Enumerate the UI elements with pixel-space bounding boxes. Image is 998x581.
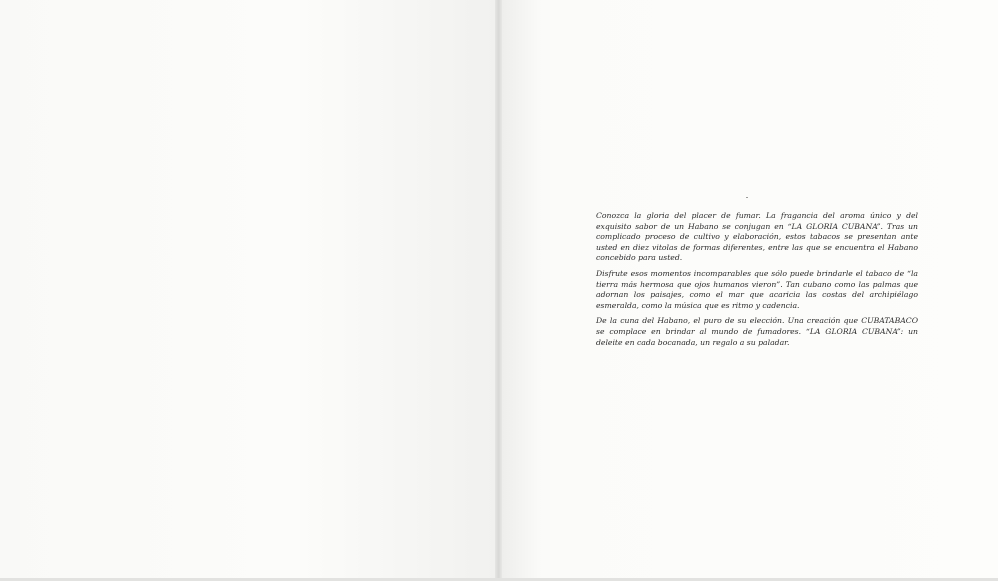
body-text (596, 211, 918, 353)
paragraph: De la cuna del Habano, el puro de su elección. Una creación que CUBATABACO se complace en brindar al mundo de fumadores. “LA GLORIA CUBANA”: un deleite en cada bocanada, un regalo a su paladar. (596, 316, 918, 347)
left-page (0, 0, 496, 581)
paragraph: Conozca la gloria del placer de fumar. La fragancia del aroma único y del exquisito sabor de un Habano se conjugan en “LA GLORIA CUBANA”. Tras un complicado proceso de cultivo y elaboración, estos tabacos se presentan ante usted en diez vitolas de formas diferentes, entre las que se encuentra el Habano concebido para usted. (596, 211, 918, 263)
print-speck (746, 197, 748, 198)
paragraph: Disfrute esos momentos incomparables que sólo puede brindarle el tabaco de “la tierra más hermosa que ojos humanos vieron”. Tan cubano como las palmas que adornan los paisajes, como el mar que acaricia las costas del archipiélago esmeralda, como la música que es ritmo y cadencia. (596, 268, 918, 310)
